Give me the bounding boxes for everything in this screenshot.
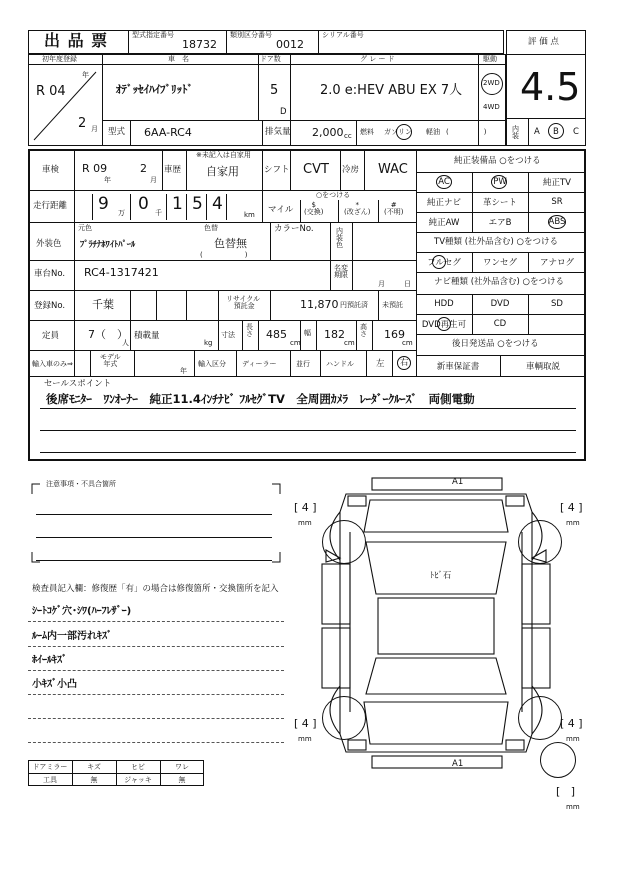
inspection-month-unit: 月 <box>150 176 157 184</box>
km-unit: km <box>244 211 255 219</box>
wheel-rear-right <box>518 696 562 740</box>
history-note: ※未記入は自家用 <box>196 151 251 159</box>
handle-right: 右 <box>400 358 409 368</box>
wheel-front-left <box>322 520 366 564</box>
recycle-label: リサイクル 預託金 <box>226 295 261 310</box>
recycle-status: 円預託済 <box>340 301 368 309</box>
bottom-damage-mark: A1 <box>452 759 464 769</box>
width-unit: cm <box>344 339 355 347</box>
fuel-label: 燃料 <box>360 128 374 136</box>
later-manual: 車輌取説 <box>525 361 560 372</box>
equip-sr: SR <box>551 197 563 207</box>
score-value: 4.5 <box>520 65 581 109</box>
type-designation-label: 型式指定番号 <box>132 31 174 39</box>
color-paren: ( ) <box>200 251 248 259</box>
mileage-digit-3: 1 <box>172 194 183 214</box>
legend-crack: ヒビ <box>131 762 145 771</box>
mileage-digit-5: 4 <box>212 194 223 214</box>
name-change-day: 日 <box>404 280 411 288</box>
note-line-1: ｼｰﾄｺｹﾞ穴･ｼﾜ(ﾊｰﾌﾚｻﾞｰ) <box>32 606 132 617</box>
history-label: 車歴 <box>164 165 182 175</box>
capacity-label: 定員 <box>42 331 60 341</box>
caution-bracket <box>26 482 286 564</box>
equip-ac: AC <box>438 177 450 187</box>
fuel-gasoline-circle <box>396 124 412 140</box>
handle-label: ハンドル <box>326 360 354 368</box>
navi-hdd: HDD <box>434 299 454 309</box>
grade-label: グ レ ー ド <box>360 55 395 63</box>
mileage-circle-note: ○をつける <box>316 191 351 199</box>
tread-fl: [ 4 ] <box>294 501 317 514</box>
category-no: 0012 <box>276 38 304 51</box>
tv-oneseg: ワンセグ <box>482 258 517 268</box>
oem-label: 純正装備品 ○をつける <box>454 156 541 166</box>
displacement-unit: cc <box>344 132 352 140</box>
tread-spare-unit: mm <box>566 803 580 811</box>
car-name: ｵﾃﾞｯｾｲﾊｲﾌﾞﾘｯﾄﾞ <box>116 83 193 96</box>
model: 6AA-RC4 <box>144 126 192 139</box>
sales-points-label: セールスポイント <box>44 379 112 389</box>
reg-label: 登録No. <box>34 301 66 311</box>
tread-fr: [ 4 ] <box>560 501 583 514</box>
sen-unit: 千 <box>155 209 162 217</box>
sales-points-text: 後席ﾓﾆﾀｰ ﾜﾝｵｰﾅｰ 純正11.4ｲﾝﾁﾅﾋﾞ ﾌﾙｾｸﾞTV 全周囲ｶﾒﾗ ﾚｰﾀﾞｰｸﾙｰｽﾞ 両側電動 <box>46 392 475 406</box>
history-value: 自家用 <box>206 165 239 178</box>
length-label: 長 さ <box>246 323 253 338</box>
shift-label: シフト <box>264 165 290 175</box>
top-damage-mark: A1 <box>452 477 464 487</box>
load-label: 積載量 <box>134 331 160 341</box>
import-label: 輸入車のみ⇒ <box>32 360 73 368</box>
legend-tools: 工具 <box>43 775 57 784</box>
tv-fullseg-circle <box>432 255 446 269</box>
import-dealer: ディーラー <box>242 360 277 368</box>
height-label: 高 さ <box>360 323 367 338</box>
legend-doormirror: ドアミラー <box>32 762 68 771</box>
ac-value: WAC <box>378 162 408 177</box>
mileage-digit-1: 9 <box>98 194 109 214</box>
legend-tools-value: 無 <box>90 775 98 784</box>
navi-dvd-playback-circle <box>437 317 451 331</box>
equip-navi: 純正ナビ <box>426 198 461 208</box>
model-year-label: モデル 年式 <box>100 353 121 368</box>
chassis-value: RC4-1317421 <box>84 266 159 279</box>
month-unit: 月 <box>91 125 98 133</box>
fuel-gasoline: ガソリン <box>384 128 412 136</box>
windshield-damage-mark: ﾄﾋﾞ石 <box>430 571 452 581</box>
height-value: 169 <box>384 328 405 341</box>
equip-pw: PW <box>493 177 507 187</box>
reg-value: 千葉 <box>92 298 114 311</box>
drive-2wd: 2WD <box>483 79 500 87</box>
tv-label: TV種類 (社外品含む) ○をつける <box>434 237 558 247</box>
navi-blank <box>528 314 586 334</box>
modified-label: * (改ざん) <box>344 201 371 216</box>
tv-analog: アナログ <box>539 258 574 268</box>
note-line-3: ﾎｲｰﾙｷｽﾞ <box>32 655 67 666</box>
mileage-digit-4: 5 <box>192 194 203 214</box>
mileage-label: 走行距離 <box>33 201 68 211</box>
tv-fullseg: フルセグ <box>427 258 461 268</box>
color-value: ﾌﾟﾗﾁﾅﾎﾜｲﾄﾊﾟｰﾙ <box>80 240 136 250</box>
ac-label: 冷房 <box>342 165 360 175</box>
later-label: 後日発送品 ○をつける <box>452 339 539 349</box>
chassis-label: 車台No. <box>34 269 66 279</box>
import-parallel: 並行 <box>296 360 310 368</box>
door-label: ドア数 <box>260 55 281 63</box>
tread-rr-unit: mm <box>566 735 580 743</box>
legend-break: ワレ <box>175 762 189 771</box>
navi-label: ナビ種類 (社外品含む) ○をつける <box>434 277 564 287</box>
drive-label: 駆動 <box>483 55 497 63</box>
legend-jack: ジャッキ <box>124 775 152 784</box>
load-unit: kg <box>204 339 213 347</box>
mileage-digit-2: 0 <box>138 194 149 214</box>
interior-color-label: 内 装 色 <box>336 227 343 249</box>
dim-label: 寸法 <box>221 331 235 339</box>
equip-abs-circle <box>548 215 566 229</box>
type-designation-no: 18732 <box>182 38 217 51</box>
score-label: 評 価 点 <box>528 37 559 47</box>
wheel-rear-left <box>322 696 366 740</box>
year-unit: 年 <box>82 71 89 79</box>
wheel-spare <box>540 742 576 778</box>
wheel-front-right <box>518 520 562 564</box>
inspection-year-unit: 年 <box>104 176 111 184</box>
navi-sd: SD <box>551 299 563 309</box>
orig-color-label: 元色 <box>78 224 92 232</box>
inspection-month: 2 <box>140 162 147 175</box>
tread-rl-unit: mm <box>298 735 312 743</box>
shift-value: CVT <box>303 162 329 177</box>
displacement-label: 排気量 <box>265 127 291 137</box>
import-year-unit: 年 <box>180 367 187 375</box>
interior-a: A <box>534 127 540 137</box>
form-title: 出 品 票 <box>44 31 109 50</box>
color-code-label: カラーNo. <box>274 224 314 234</box>
name-change-label: 名変 期限 <box>334 264 348 279</box>
interior-c: C <box>573 127 579 137</box>
navi-dvd: DVD <box>490 299 510 309</box>
capacity-unit: 人 <box>122 339 129 347</box>
tread-fr-unit: mm <box>566 519 580 527</box>
color-no-label: 色替 <box>204 224 218 232</box>
capacity-value: 7（ ） <box>88 328 128 341</box>
caution-label: 注意事項・不具合箇所 <box>46 480 116 488</box>
exchange-label: $ (交換) <box>304 201 324 216</box>
width-label: 幅 <box>304 329 311 337</box>
note-line-4: 小ｷｽﾞ小凸 <box>32 679 77 690</box>
first-reg-label: 初年度登録 <box>42 55 77 63</box>
car-name-label: 車 名 <box>168 55 189 63</box>
model-label: 型式 <box>108 127 126 137</box>
later-warranty: 新車保証書 <box>436 361 480 372</box>
recycle-unpaid: 未預託 <box>382 301 403 309</box>
equip-ac-circle <box>436 175 452 189</box>
displacement: 2,000 <box>312 126 344 139</box>
fuel-other: ( ) <box>446 128 487 136</box>
length-value: 485 <box>266 328 287 341</box>
color-change-value: 色替無 <box>214 237 247 250</box>
serial-label: シリアル番号 <box>322 31 364 39</box>
interior-b: B <box>553 127 559 137</box>
door-type: D <box>280 107 287 117</box>
height-unit: cm <box>402 339 413 347</box>
inspection-label: 車検 <box>42 165 60 175</box>
import-cat-label: 輸入区分 <box>198 360 226 368</box>
inspector-label: 検査員記入欄：修復歴「有」の場合は修復箇所・交換箇所を記入 <box>32 584 279 594</box>
legend-scratch: キズ <box>87 762 101 771</box>
grade: 2.0 e:HEV ABU EX 7人 <box>320 83 463 98</box>
category-label: 類別区分番号 <box>230 31 272 39</box>
inspection-year: R 09 <box>82 162 108 175</box>
recycle-value: 11,870 <box>300 298 339 311</box>
drive-4wd: 4WD <box>483 103 500 111</box>
handle-left: 左 <box>376 359 385 369</box>
equip-leather: 革シート <box>482 198 517 208</box>
fuel-diesel: 軽油 <box>426 128 440 136</box>
length-unit: cm <box>290 339 301 347</box>
equip-abs: ABS <box>548 217 566 227</box>
equip-aw: 純正AW <box>428 218 460 228</box>
equip-tv: 純正TV <box>542 178 571 188</box>
name-change-month: 月 <box>378 280 385 288</box>
note-line-2: ﾙｰﾑ内一部汚れｷｽﾞ <box>32 631 112 642</box>
tread-rr: [ 4 ] <box>560 717 583 730</box>
navi-cd: CD <box>493 319 507 329</box>
first-reg-diagonal <box>28 64 102 146</box>
mile-label: マイル <box>268 205 294 215</box>
width-value: 182 <box>324 328 345 341</box>
first-reg-month: 2 <box>78 116 87 131</box>
doors: 5 <box>270 83 279 98</box>
man-unit: 万 <box>118 209 125 217</box>
equip-pw-circle <box>491 175 507 189</box>
tread-fl-unit: mm <box>298 519 312 527</box>
navi-dvd-playback: DVD再生可 <box>421 320 467 330</box>
legend-jack-value: 無 <box>178 775 186 784</box>
tread-spare: [ ] <box>556 785 576 798</box>
tread-rl: [ 4 ] <box>294 717 317 730</box>
color-label: 外装色 <box>36 239 62 249</box>
interior-label: 内 装 <box>512 125 519 140</box>
unknown-label: # (不明) <box>384 201 404 216</box>
first-reg-year: R 04 <box>36 84 66 99</box>
equip-airbag: エアB <box>488 218 512 228</box>
